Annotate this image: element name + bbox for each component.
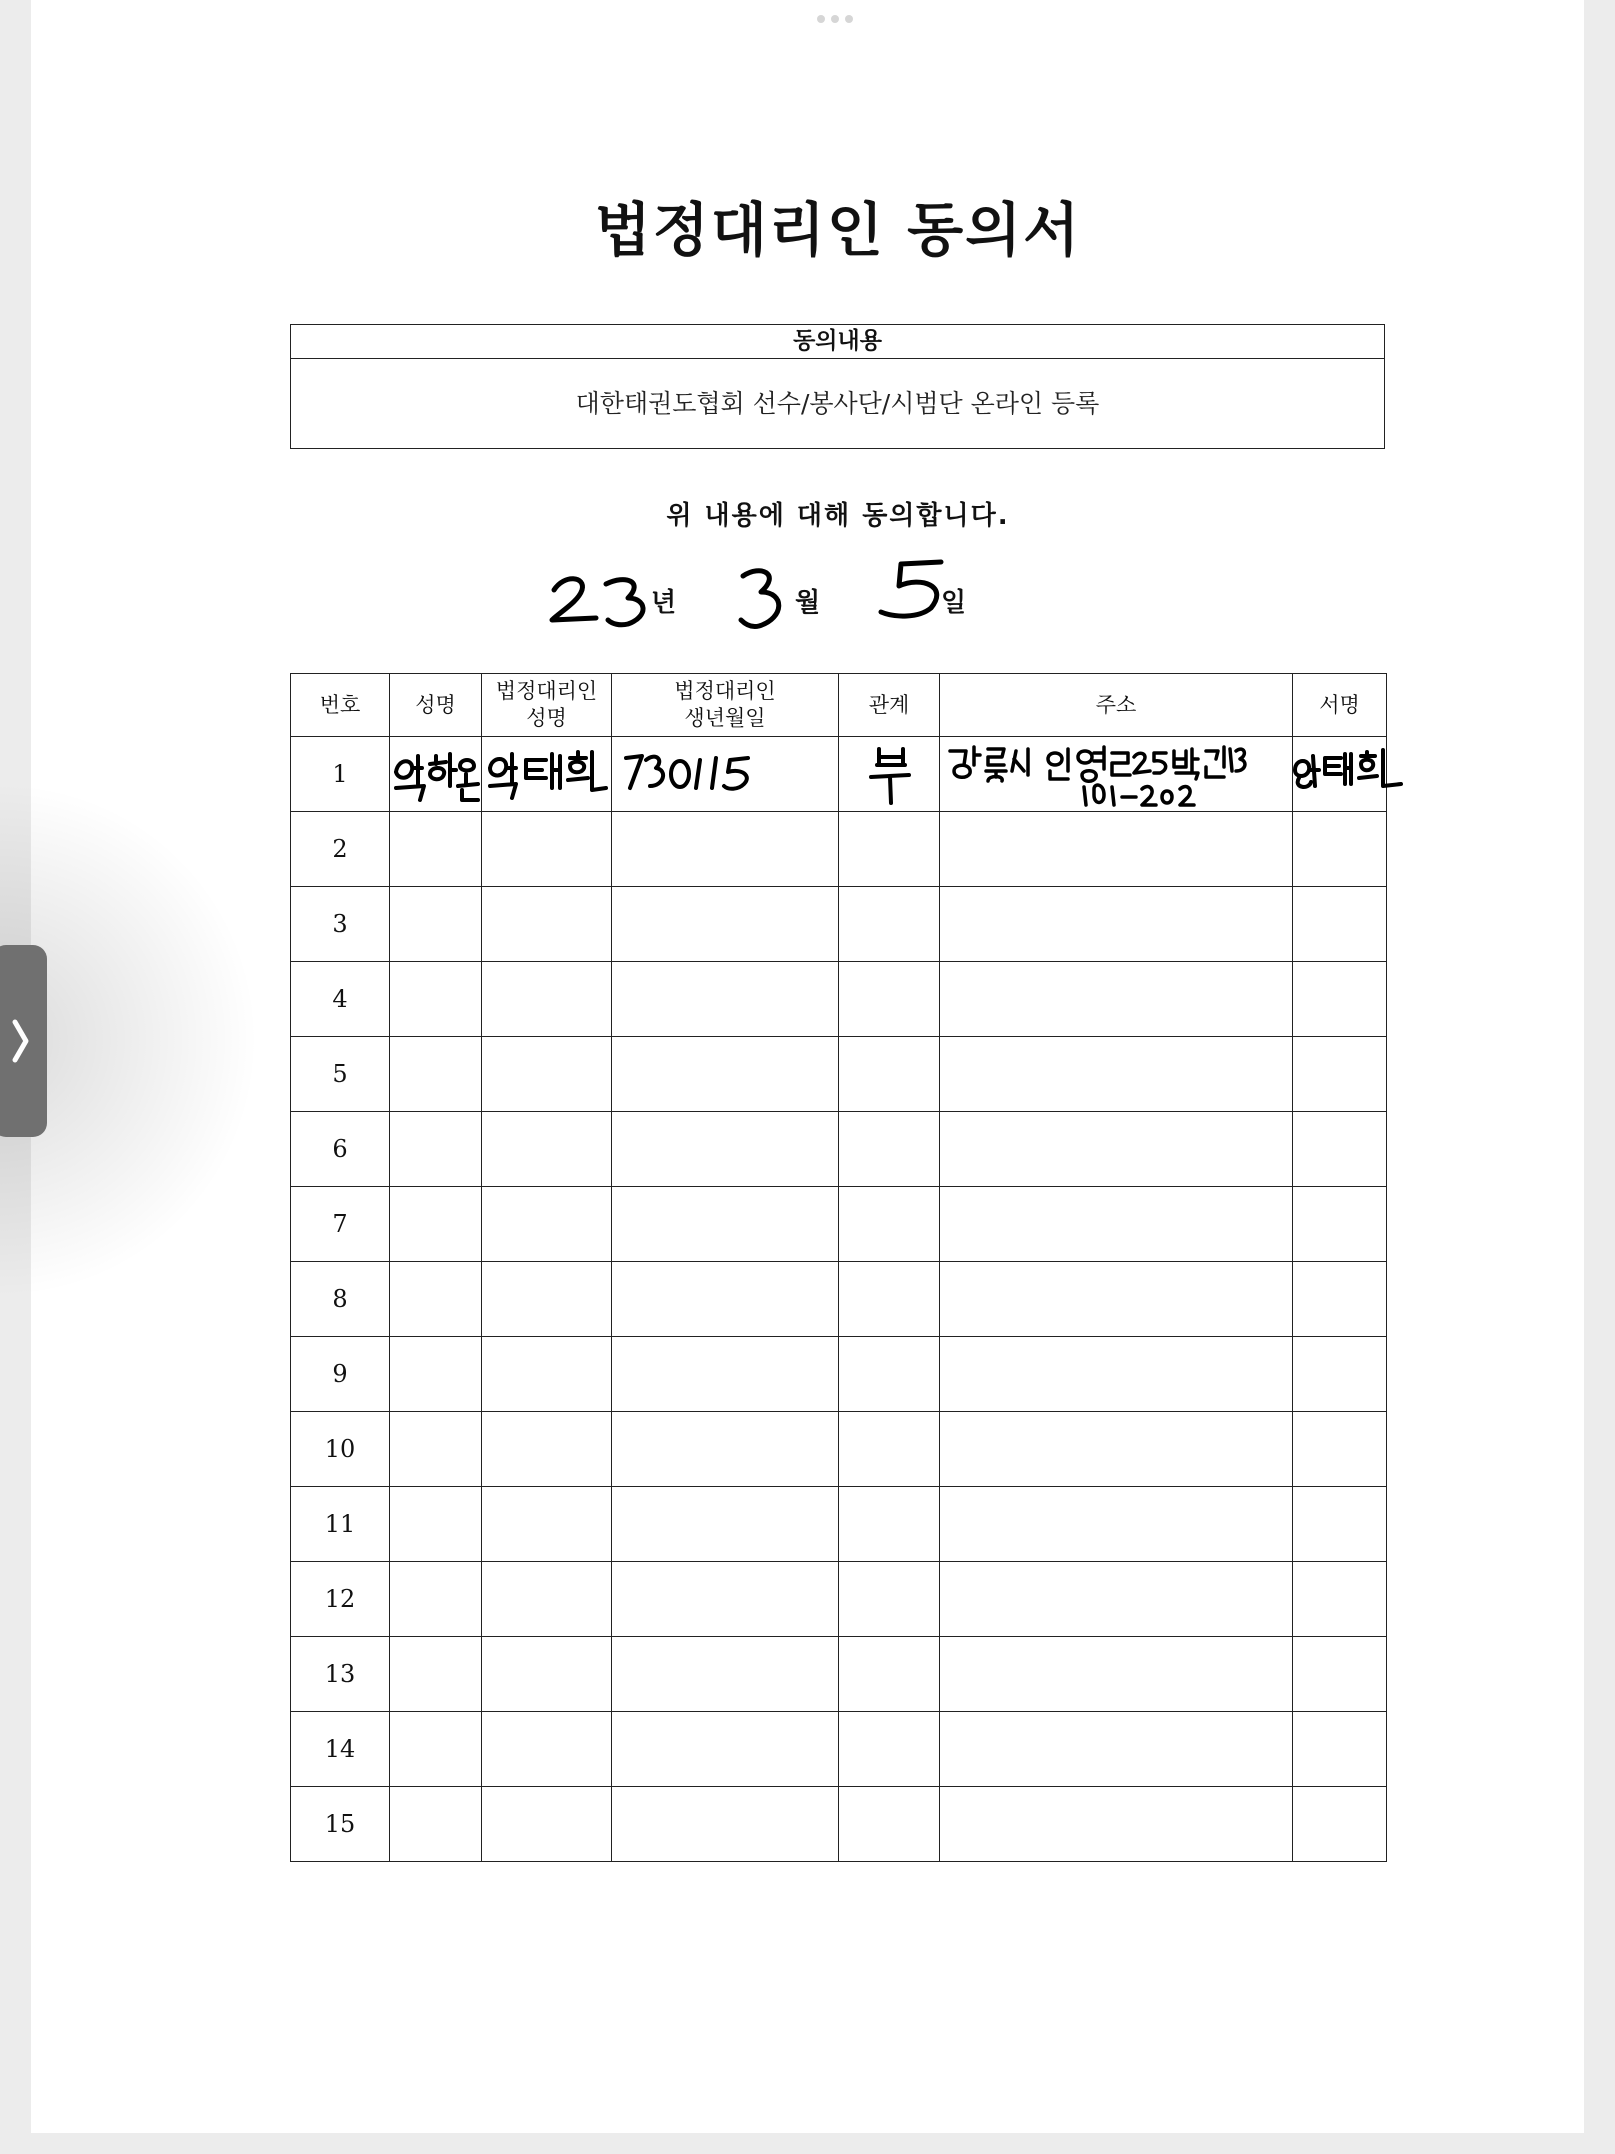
agreement-statement: 위 내용에 대해 동의합니다. xyxy=(666,501,1010,531)
cell-address xyxy=(940,1337,1293,1412)
cell-relation xyxy=(839,1787,940,1862)
cell-guardian-birth xyxy=(612,962,839,1037)
cell-guardian-name xyxy=(482,1337,612,1412)
header-guardian-birth-line2: 생년월일 xyxy=(684,706,766,730)
cell-guardian-name xyxy=(482,1637,612,1712)
cell-address xyxy=(940,1112,1293,1187)
cell-guardian-name xyxy=(482,1112,612,1187)
handwriting-name xyxy=(390,744,482,804)
table-row xyxy=(291,1562,1387,1637)
cell-guardian-birth xyxy=(612,1337,839,1412)
cell-relation-handwritten xyxy=(839,737,940,812)
table-row xyxy=(291,1412,1387,1487)
cell-address xyxy=(940,1262,1293,1337)
cell-relation xyxy=(839,1187,940,1262)
cell-guardian-name xyxy=(482,1787,612,1862)
table-row xyxy=(291,1637,1387,1712)
header-guardian-birth-line1: 법정대리인 xyxy=(674,679,776,703)
table-row xyxy=(291,1262,1387,1337)
date-line xyxy=(31,560,1584,650)
cell-relation xyxy=(839,887,940,962)
cell-signature xyxy=(1293,812,1387,887)
row-number: 1 xyxy=(291,737,390,812)
row-number: 2 xyxy=(291,812,390,887)
cell-name xyxy=(390,1037,482,1112)
cell-signature xyxy=(1293,1262,1387,1337)
table-row xyxy=(291,1112,1387,1187)
cell-guardian-name xyxy=(482,1262,612,1337)
cell-name xyxy=(390,1262,482,1337)
cell-address xyxy=(940,1037,1293,1112)
cell-signature xyxy=(1293,1787,1387,1862)
row-number: 15 xyxy=(291,1787,390,1862)
row-number: 8 xyxy=(291,1262,390,1337)
header-guardian-name xyxy=(482,674,612,737)
cell-guardian-name xyxy=(482,1412,612,1487)
row-number: 11 xyxy=(291,1487,390,1562)
cell-address xyxy=(940,1712,1293,1787)
cell-name xyxy=(390,1562,482,1637)
row-number: 6 xyxy=(291,1112,390,1187)
handwriting-signature xyxy=(1289,744,1404,804)
cell-address xyxy=(940,812,1293,887)
cell-guardian-birth xyxy=(612,1187,839,1262)
cell-signature xyxy=(1293,1187,1387,1262)
date-day-unit: 일 xyxy=(941,588,967,618)
table-row xyxy=(291,1037,1387,1112)
cell-guardian-birth xyxy=(612,1787,839,1862)
date-month-handwritten xyxy=(731,562,791,632)
cell-guardian-name-handwritten xyxy=(482,737,612,812)
cell-name-handwritten xyxy=(390,737,482,812)
header-address: 주소 xyxy=(940,674,1293,737)
cell-name xyxy=(390,1787,482,1862)
cell-signature xyxy=(1293,1487,1387,1562)
document-page xyxy=(31,0,1584,2133)
cell-guardian-birth xyxy=(612,1412,839,1487)
consent-content: 대한태권도협회 선수/봉사단/시범단 온라인 등록 xyxy=(575,389,1100,418)
cell-guardian-birth xyxy=(612,1487,839,1562)
cell-name xyxy=(390,1112,482,1187)
header-guardian-name-line1: 법정대리인 xyxy=(495,679,598,703)
cell-signature xyxy=(1293,887,1387,962)
date-year-unit: 년 xyxy=(651,588,677,618)
date-day-handwritten xyxy=(871,556,951,626)
cell-name xyxy=(390,887,482,962)
cell-guardian-name xyxy=(482,1187,612,1262)
cell-guardian-birth xyxy=(612,812,839,887)
row-number: 9 xyxy=(291,1337,390,1412)
handwriting-guardian-birth xyxy=(620,744,770,804)
table-row xyxy=(291,1712,1387,1787)
cell-address xyxy=(940,1787,1293,1862)
cell-guardian-birth xyxy=(612,1112,839,1187)
cell-address xyxy=(940,1637,1293,1712)
table-header-row xyxy=(291,674,1387,737)
header-guardian-birth xyxy=(612,674,839,737)
cell-name xyxy=(390,1337,482,1412)
row-number: 12 xyxy=(291,1562,390,1637)
cell-relation xyxy=(839,812,940,887)
cell-name xyxy=(390,1412,482,1487)
cell-signature xyxy=(1293,1337,1387,1412)
header-guardian-name-line2: 성명 xyxy=(526,706,567,730)
row-number: 14 xyxy=(291,1712,390,1787)
row-number: 7 xyxy=(291,1187,390,1262)
cell-relation xyxy=(839,1262,940,1337)
date-month-unit: 월 xyxy=(795,588,821,618)
cell-guardian-name xyxy=(482,812,612,887)
table-row xyxy=(291,887,1387,962)
row-number: 4 xyxy=(291,962,390,1037)
cell-relation xyxy=(839,1637,940,1712)
cell-relation xyxy=(839,1412,940,1487)
cell-address xyxy=(940,887,1293,962)
cell-signature xyxy=(1293,1712,1387,1787)
cell-signature xyxy=(1293,1037,1387,1112)
handwriting-guardian-name xyxy=(482,744,612,804)
cell-signature xyxy=(1293,1562,1387,1637)
cell-relation xyxy=(839,1712,940,1787)
cell-signature-handwritten xyxy=(1293,737,1387,812)
row-number: 13 xyxy=(291,1637,390,1712)
header-relation: 관계 xyxy=(839,674,940,737)
table-row xyxy=(291,1187,1387,1262)
cell-guardian-birth xyxy=(612,1037,839,1112)
cell-guardian-birth xyxy=(612,1262,839,1337)
cell-relation xyxy=(839,1037,940,1112)
table-row xyxy=(291,812,1387,887)
document-title: 법정대리인 동의서 xyxy=(594,196,1082,264)
cell-signature xyxy=(1293,1112,1387,1187)
cell-guardian-birth xyxy=(612,887,839,962)
handwriting-relation xyxy=(859,741,919,807)
cell-relation xyxy=(839,1112,940,1187)
cell-guardian-name xyxy=(482,1562,612,1637)
cell-signature xyxy=(1293,962,1387,1037)
cell-name xyxy=(390,1712,482,1787)
cell-guardian-birth xyxy=(612,1712,839,1787)
header-signature: 서명 xyxy=(1293,674,1387,737)
table-row xyxy=(291,962,1387,1037)
cell-guardian-name xyxy=(482,887,612,962)
cell-guardian-name xyxy=(482,1037,612,1112)
grabber-dots[interactable] xyxy=(817,15,853,23)
cell-signature xyxy=(1293,1637,1387,1712)
handwriting-address xyxy=(944,741,1244,807)
cell-signature xyxy=(1293,1412,1387,1487)
cell-guardian-birth xyxy=(612,1637,839,1712)
table-row xyxy=(291,1487,1387,1562)
cell-guardian-name xyxy=(482,962,612,1037)
row-number: 3 xyxy=(291,887,390,962)
table-row xyxy=(291,1337,1387,1412)
cell-address xyxy=(940,1187,1293,1262)
cell-relation xyxy=(839,962,940,1037)
consent-box xyxy=(290,324,1385,449)
side-panel-toggle-button[interactable] xyxy=(0,945,47,1137)
date-year-handwritten xyxy=(546,568,666,638)
row-number: 10 xyxy=(291,1412,390,1487)
consent-header: 동의내용 xyxy=(291,325,1384,359)
header-no: 번호 xyxy=(291,674,390,737)
row-number: 5 xyxy=(291,1037,390,1112)
guardian-table xyxy=(290,673,1387,1862)
cell-address-handwritten xyxy=(940,737,1293,812)
cell-relation xyxy=(839,1337,940,1412)
cell-address xyxy=(940,962,1293,1037)
cell-address xyxy=(940,1412,1293,1487)
table-row xyxy=(291,737,1387,812)
cell-address xyxy=(940,1487,1293,1562)
cell-name xyxy=(390,1487,482,1562)
cell-relation xyxy=(839,1487,940,1562)
cell-name xyxy=(390,1187,482,1262)
cell-name xyxy=(390,812,482,887)
table-row xyxy=(291,1787,1387,1862)
cell-guardian-name xyxy=(482,1712,612,1787)
cell-address xyxy=(940,1562,1293,1637)
cell-guardian-birth-handwritten xyxy=(612,737,839,812)
cell-name xyxy=(390,962,482,1037)
cell-relation xyxy=(839,1562,940,1637)
cell-guardian-birth xyxy=(612,1562,839,1637)
cell-name xyxy=(390,1637,482,1712)
cell-guardian-name xyxy=(482,1487,612,1562)
chevron-right-icon xyxy=(9,1016,31,1066)
header-name: 성명 xyxy=(390,674,482,737)
